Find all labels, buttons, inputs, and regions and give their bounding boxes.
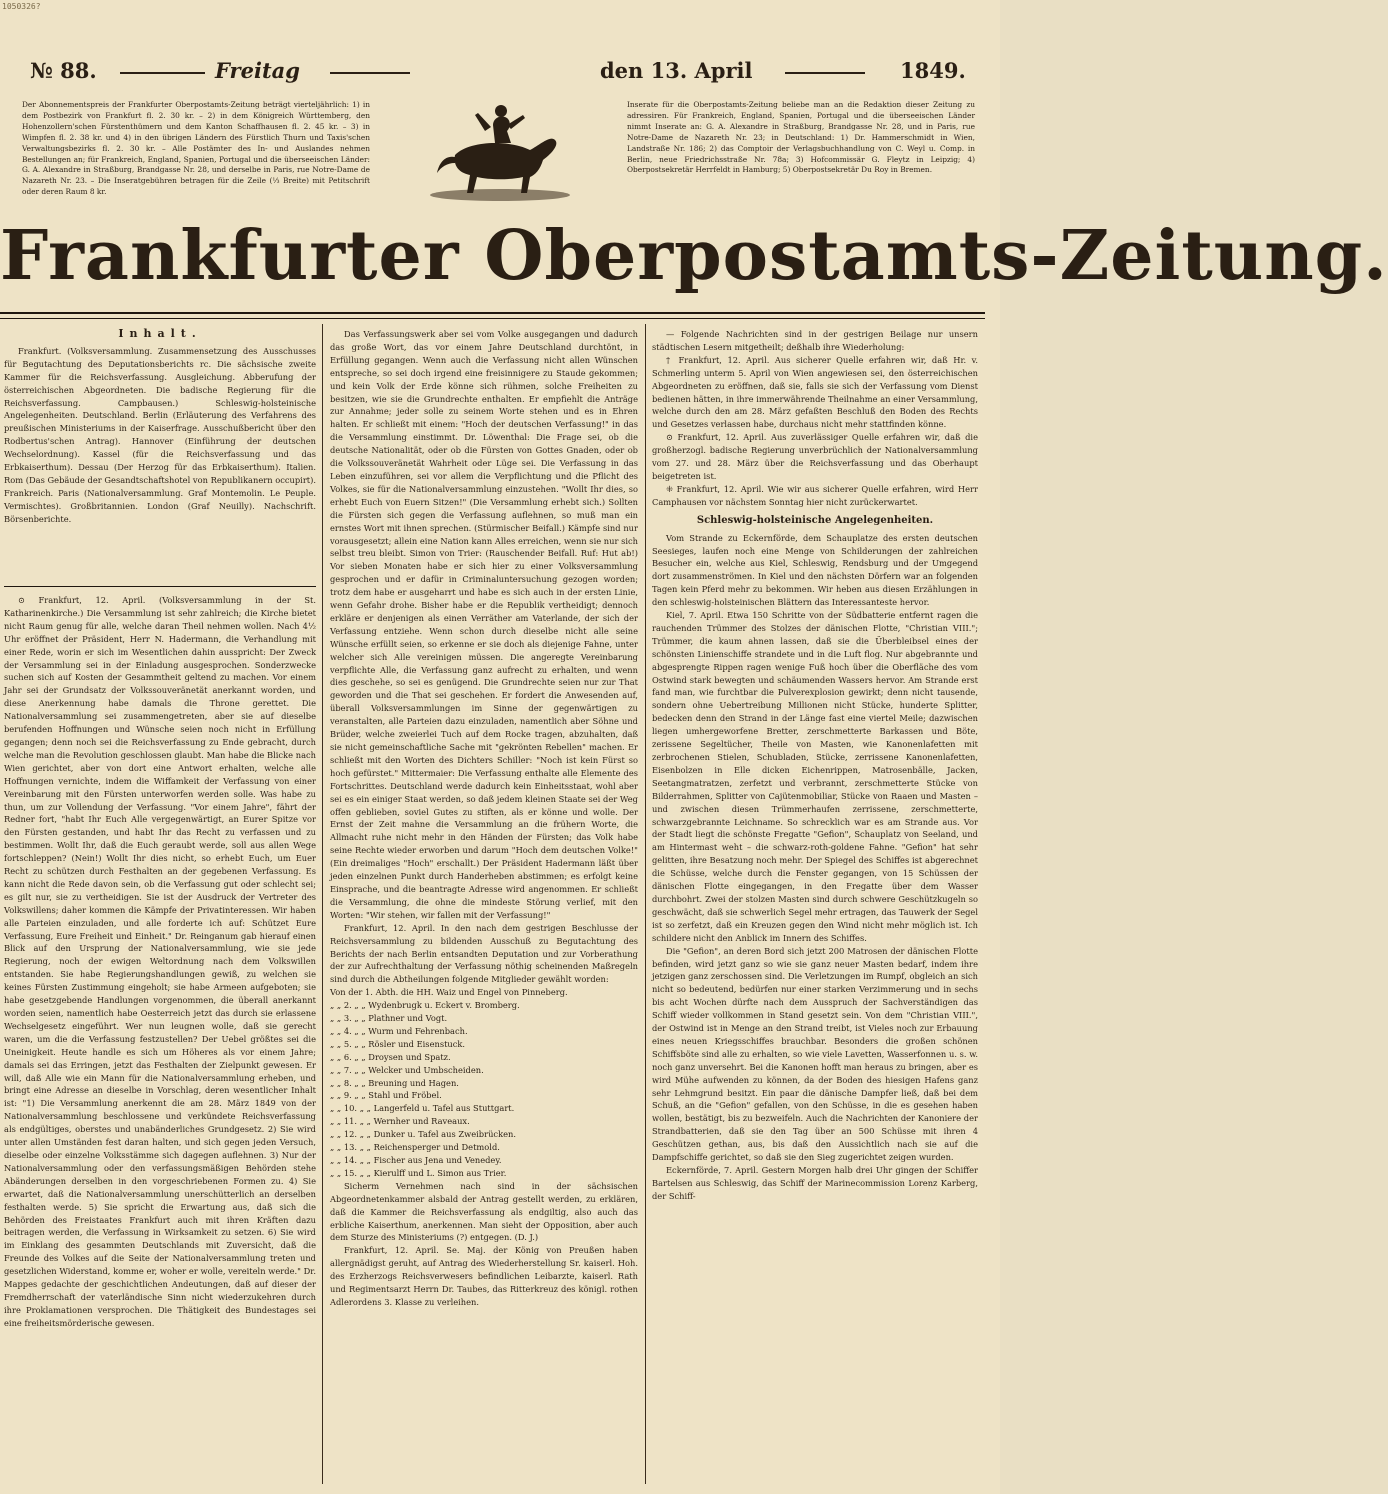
article-kiel: Kiel, 7. April. Etwa 150 Schritte von der Südbatterie entfernt ragen die rauchenden Trümmer des Stolzes der dänischen Flotte, "Christian VIII."; Trümmer, die kaum ahnen lassen, daß sie die Überbleibsel eines der schönsten Linienschiffe strandete und in die Luft flog. Nur abgebrannte und abgesprengte Rippen ragen wenige Fuß hoch über die Oberfläche des vom Ostwind stark bewegten und schäumenden Wassers hervor. Am Strande erst fand man, wie furchtbar die Pulverexplosion gewirkt; denn nicht tausende, sondern ohne Uebertreibung Millionen nicht Stücke, hunderte Splitter, bedecken denn den Strand in der Länge fast eine viertel Meile; dazwischen liegen umhergeworfene Bretter, zerschmetterte Barkassen und Böte, zerissene Segeltücher, Theile von Masten, wie Kanonenlafetten mit zerbrochenen Stielen, Schubladen, Stücke, zerrissene Kanonenlafetten, Eisenbolzen in Elle dicken Eichenrippen, Matrosenbälle, Jacken, Seetangmatratzen, zerfetzt und verbrannt, zerschmetterte Stücke von Bilderrahmen, Splitter von Cajütenmobiliar, Stücke von Raaen und Masten – und zwischen diesen Trümmerhaufen zerrissene, zerschmetterte, schwarzgebrannte Leichname. So schrecklich war es am Strande aus. Vor der Stadt liegt die schönste Fregatte "Gefion", Schauplatz von Seeland, und am Hintermast weht – die schwarz-roth-goldene Fahne. "Gefion" hat sehr gelitten, ihre Besatzung noch mehr. Der Spiegel des Schiffes ist abgerechnet die Schüsse, welche durch die Fenster gegangen, von 15 Schüssen der dänischen Flotte eingegangen, in den Fregatte über dem Wasser durchbohrt. Zwei der stolzen Masten sind durch schwere Geschützkugeln so geschwächt, daß sie schwerlich Segel mehr ertragen, das Tauwerk der Segel ist so zerfetzt, daß ein Kreuzen gegen den Wind nicht mehr möglich ist. Ich schildere nicht den Anblick im Innern des Schiffes. (652, 610, 978, 943)
list-item: „ „ 8. „ „ Breuning und Hagen. (330, 1077, 459, 1088)
issue-number: № 88. (30, 58, 97, 83)
advertising-info: Inserate für die Oberpostamts-Zeitung beliebe man an die Redaktion dieser Zeitung zu adressiren. Für Frankreich, England, Spanien, Portugal und die überseeischen Länder nimmt Inserate an: G. A. Alexandre in Straßburg, Brandgasse Nr. 28, und in Paris, rue Notre-Dame de Nazareth Nr. 23; in Deutschland: 1) Dr. Hammerschmidt in Wien, Landstraße Nr. 186; 2) das Comptoir der Verlagsbuchhandlung von C. Weyl u. Comp. in Berlin, neue Friedrichsstraße Nr. 78a; 3) Hofcommissär G. Fleytz in Leipzig; 4) Oberpostsekretär Herrfeldt in Hamburg; 5) Oberpostsekretär Du Roy in Bremen. (627, 100, 975, 175)
issue-year: 1849. (900, 58, 966, 83)
list-item: „ „ 13. „ „ Reichensperger und Detmold. (330, 1142, 500, 1153)
contents-box (4, 328, 316, 580)
column-separator (645, 324, 646, 1484)
list-item: „ „ 15. „ „ Kierulff und L. Simon aus Trier. (330, 1167, 507, 1178)
article-committee-intro: Frankfurt, 12. April. In den nach dem gestrigen Beschlusse der Reichsversammlung zu bildenden Ausschuß zu Begutachtung des Berichts der nach Berlin entsandten Deputation und zur Vorberathung der zur Aufrechthaltung der Verfassung nöthig scheinenden Maßregeln sind durch die Abtheilungen folgende Mitglieder gewählt worden: (330, 922, 638, 985)
list-item: „ „ 10. „ „ Langerfeld u. Tafel aus Stuttgart. (330, 1103, 515, 1114)
subscription-info: Der Abonnementspreis der Frankfurter Oberpostamts-Zeitung beträgt vierteljährlich: 1) in dem Postbezirk von Frankfurt fl. 2. 30 kr. – 2) in dem Königreich Württemberg, den Hohenzollern'schen Fürstenthümern und dem Kanton Schaffhausen fl. 2. 45 kr. – 3) in Wimpfen fl. 2. 38 kr. und 4) in den übrigen Ländern des Fürstlich Thurn und Taxis'schen Verwaltungsbezirks fl. 2. 30 kr. – Alle Postämter des In- und Auslandes nehmen Bestellungen an; für Frankreich, England, Spanien, Portugal und die überseeischen Länder: G. A. Alexandre in Straßburg, Brandgasse Nr. 28, und derselbe in Paris, rue Notre-Dame de Nazareth Nr. 23. – Die Inseratgebühren betragen für die Zeile (⅓ Breite) mit Petitschrift oder deren Raum 8 kr. (22, 100, 370, 197)
masthead-title: Frankfurter Oberpostamts-Zeitung. (0, 216, 1388, 296)
article-saxon-chamber: Sicherm Vernehmen nach sind in der sächsischen Abgeordnetenkammer alsbald der Antrag gestellt werden, zu erklären, daß die Kammer die Reichsverfassung als endgiltig, also auch das erbliche Kaiserthum, anerkennen. Man sieht der Opposition, aber auch dem Sturze des Ministeriums (?) entgegen. (D. J.) (330, 1180, 638, 1243)
masthead-rule-thin (0, 318, 985, 319)
column-2 (330, 328, 638, 1484)
masthead-rule (0, 312, 985, 314)
news-item: † Frankfurt, 12. April. Aus sicherer Quelle erfahren wir, daß Hr. v. Schmerling unterm 5. April von Wien angewiesen sei, den österreichischen Abgeordneten zu eröffnen, daß sie, falls sie sich der Verfassung vom Dienst bedienen hätten, in ihre immerwährende Theilnahme an einer Versammlung, welche durch den am 28. März gefaßten Beschluß den Boden des Rechts und Gesetzes verlassen habe, durchaus nicht mehr stattfinden könne. (652, 354, 978, 430)
list-item: „ „ 5. „ „ Rösler und Eisenstuck. (330, 1038, 466, 1049)
issue-date: den 13. April (600, 58, 753, 83)
article-volksversammlung: ⊙ Frankfurt, 12. April. (Volksversammlung in der St. Katharinenkirche.) Die Versammlung ist sehr zahlreich; die Kirche bietet nicht Raum genug für alle, welche daran Theil nehmen wollen. Nach 4½ Uhr eröffnet der Präsident, Herr N. Hadermann, die Verhandlung mit einer Rede, worin er sich im Wesentlichen dahin ausspricht: Der Zweck der Versammlung sei in der Einladung ausgesprochen. Sonderzwecke suchen sich auf Kosten der Gesammtheit geltend zu machen. Vor einem Jahr sei der Grundsatz der Volkssouveränetät anerkannt worden, und diese Anerkennung habe damals die Throne gerettet. Die Nationalversammlung sei zusammengetreten, aber sie auf dieselbe berufenden Hoffnungen und Wünsche seien noch nicht in Erfüllung gegangen; denn noch sei die Reichsverfassung zu Ende gebracht, durch welche man die Revolution geschlossen glaubt. Man habe die Blicke nach Wien gerichtet, aber von dort eine Antwort erhalten, welche alle Hoffnungen vernichte, indem die Wiffamkeit der Verfassung von einer Vereinbarung mit den Fürsten unterworfen werden solle. Was habe zu thun, um zur Vollendung der Verfassung. "Vor einem Jahre", fährt der Redner fort, "habt Ihr Euch Alle vergegenwärtigt, an Eurer Spitze vor den Fürsten gestanden, und habt Ihr das Recht zu verfassen und zu bestimmen. Wollt Ihr, daß die Euch geraubt werde, soll aus allen Wege fortschleppen? (Nein!) Wollt Ihr dies nicht, so erhebt Euch, um Euer Recht zu schützen durch Festhalten an der gegebenen Verfassung. Es kann nicht die Rede davon sein, ob die Verfassung gut oder schlecht sei; es gilt nur, sie zu vertheidigen. Sie ist der Ausdruck der Vertreter des Volkswillens; daher kommen die Kämpfe der Privatinteressen. Wir haben alle Parteien einzuladen, und alle forderte ich auf: Schützet Eure Verfassung, Eure Freiheit und Einheit." Dr. Reinganum gab hierauf einen Blick auf den Ursprung der Nationalversammlung, wie sie jede Regierung, noch der ewigen Weltordnung nach dem Volkswillen entstanden. Sie habe Regierungshandlungen gewiß, zu welchen sie keines Fürsten Zustimmung eingeholt; sie habe Armeen aufgeboten; sie habe gesetzgebende Handlungen vorgenommen, die überall anerkannt worden seien, namentlich habe Oesterreich jetzt das durch sie erlassene Wechselgesetz eingeführt. Wer nun leugnen wolle, daß sie gerecht waren, um die die Verfassung festzustellen? Der Uebel größtes sei die Uneinigkeit. Heute handle es sich um Höheres als vor einem Jahre; damals sei das Erringen, jetzt das Festhalten der Zielpunkt gewesen. Er will, daß Alle wie ein Mann für die Nationalversammlung erheben, und bringt eine Adresse an dieselbe in Vorschlag, deren wesentlicher Inhalt ist: "1) Die Versammlung anerkennt die am 28. März 1849 von der Nationalversammlung beschlossene und verkündete Reichsverfassung als endgültiges, oberstes und unabänderliches Grundgesetz. 2) Sie wird unter allen Umständen fest daran halten, und sich gegen jeden Versuch, dieselbe oder einzelne Volksstämme sich dagegen auflehnen. 3) Nur der Nationalversammlung oder den verfassungsmäßigen Behörden stehe Abänderungen derselben in den vorgeschriebenen Formen zu. 4) Sie erwartet, daß die Nationalversammlung unerschütterlich an derselben festhalten werde. 5) Sie spricht die Erwartung aus, daß sich die Behörden des Freistaates Frankfurt auch mit ihren Kräften dazu beitragen werden, die Verfassung in Wirksamkeit zu setzen. 6) Sie wird im Einklang des gesammten Deutschlands mit Zuversicht, daß die Freunde des Volkes auf die Seite der Nationalversammlung treten und gesetzlichen Widerstand, komme er, woher er wolle, vereiteln werde." Dr. Mappes gedachte der geschichtlichen Andeutungen, daß auf dieser der Fremdherrschaft der vaterländische Sinn nicht wiederzukehren durch ihre Proklamationen versprochen. Die Thätigkeit des Bundestages sei eine freiheitsmörderische gewesen. (4, 595, 316, 1328)
list-item: Von der 1. Abth. die HH. Waiz und Engel von Pinneberg. (330, 987, 568, 998)
header-dash (120, 72, 205, 74)
contents-text: Frankfurt. (Volksversammlung. Zusammensetzung des Ausschusses für Begutachtung des Deputationsberichts rc. Die sächsische zweite Kammer für die Reichsverfassung. Ausgleichung. Abberufung der österreichischen Abgeordneten. Die badische Regierung für die Reichsverfassung. Campbausen.) Schleswig-holsteinische Angelegenheiten. Deutschland. Berlin (Erläuterung des Verfahrens des preußischen Ministeriums in der Kaiserfrage. Ausschußbericht über den Rodbertus'schen Antrag). Hannover (Einführung der deutschen Wechselordnung). Kassel (für die Reichsverfassung und das Erbkaiserthum). Dessau (Der Herzog für das Erbkaiserthum). Italien. Rom (Das Gebäude der Gesandtschaftshotel von Republikanern occupirt). Frankreich. Paris (Nationalversammlung. Graf Montemolin. Le Peuple. Vermischtes). Großbritannien. London (Graf Neuilly). Nachschrift. Börsenberichte. (4, 345, 316, 524)
column-1-article (4, 594, 316, 1484)
header-dash (785, 72, 865, 74)
list-item: „ „ 2. „ „ Wydenbrugk u. Eckert v. Bromberg. (330, 1000, 520, 1011)
article-eckernfoerde-intro: Vom Strande zu Eckernförde, dem Schauplatze des ersten deutschen Seesieges, laufen noch eine Menge von Schilderungen der zahlreichen Besucher ein, welche aus Kiel, Schleswig, Rendsburg und der Umgegend dort zusammenströmen. In Kiel und den nächsten Dörfern war an folgenden Tagen kein Pferd mehr zu bekommen. Wir heben aus diesen Erzählungen in den schleswig-holsteinischen Blättern das Interessanteste hervor. (652, 532, 978, 608)
article-order-award: Frankfurt, 12. April. Se. Maj. der König von Preußen haben allergnädigst geruht, auf Antrag des Wiederherstellung Sr. kaiserl. Hoh. des Erzherzogs Reichsverwesers befindlichen Leibarzte, kaiserl. Rath und Regimentsarzt Herrn Dr. Taubes, das Ritterkreuz des königl. rothen Adlerordens 3. Klasse zu verleihen. (330, 1245, 638, 1307)
article-eckernfoerde: Eckernförde, 7. April. Gestern Morgen halb drei Uhr gingen der Schiffer Bartelsen aus Schleswig, das Schiff der Marinecommission Lorenz Karberg, der Schiff- (652, 1165, 978, 1201)
contents-rule (4, 586, 316, 587)
contents-title: Inhalt. (118, 327, 202, 340)
archive-id: 1050326? (2, 2, 41, 11)
header-dash (330, 72, 410, 74)
section-title-schleswig-holstein: Schleswig-holsteinische Angelegenheiten. (696, 514, 934, 526)
list-item: „ „ 3. „ „ Plathner und Vogt. (330, 1013, 448, 1024)
issue-header (10, 58, 980, 88)
postal-rider-emblem (415, 95, 585, 205)
article-gefion: Die "Gefion", an deren Bord sich jetzt 200 Matrosen der dänischen Flotte befinden, wird jetzt ganz so wie sie ganz neuer Masten bedarf, indem ihre jetzigen ganz zerschossen sind. Die Verletzungen im Rumpf, obgleich an sich nicht so bedeutend, bedürfen nur einer starken Verzimmerung und in sechs bis acht Wochen dürfte nach dem Ausspruch der Sachverständigen das Schiff wieder vollkommen in Stand gesetzt sein. Von dem "Christian VIII.", der Ostwind ist in Menge an den Strand treibt, ist Vieles noch zur Erbauung eines neuen Kriegsschiffes brauchbar. Besonders die großen schönen Schiffsböte sind alle zu erhalten, so wie viele Lavetten, Wasserfonnen u. s. w. noch ganz unversehrt. Bei die Kanonen hofft man heraus zu bringen, aber es wird Mühe aufwenden zu können, da der Boden des hiesigen Hafens ganz sehr Lehmgrund besitzt. Ein paar die dänische Dampfer ließ, daß bei dem Schuß, an die "Gefion" gefallen, von den Schüsse, in die es gesehen haben wollen, bestätigt, bis zu bezweifeln. Auch die Nachrichten der Kanoniere der Strandbatterien, daß sie den Tag über an 500 Schüsse mit ihren 4 Geschützen gethan, aus, bis daß den Aussichtlich nach sie auf die Dampfschiffe gerichtet, so daß sie den Sieg zugerichtet zeigen wurden. (652, 945, 978, 1163)
column-separator (322, 324, 323, 1484)
news-item: ⁜ Frankfurt, 12. April. Wie wir aus sicherer Quelle erfahren, wird Herr Camphausen vor nächstem Sonntag hier nicht zurückerwartet. (652, 483, 978, 507)
list-item: „ „ 7. „ „ Welcker und Umbscheiden. (330, 1064, 484, 1075)
list-item: „ „ 4. „ „ Wurm und Fehrenbach. (330, 1025, 468, 1036)
column-3 (652, 328, 978, 1484)
list-item: „ „ 11. „ „ Wernher und Raveaux. (330, 1116, 470, 1127)
list-item: „ „ 12. „ „ Dunker u. Tafel aus Zweibrücken. (330, 1129, 516, 1140)
article-continuation: Das Verfassungswerk aber sei vom Volke ausgegangen und dadurch das große Wort, das vor einem Jahre Deutschland durchtönt, in Erfüllung gegangen. Wenn auch die Verfassung nicht allen Wünschen entspreche, so sei doch irgend eine freisinnigere zu Staude gekommen; und kein Volk der Erde könne sich rühmen, solche Freiheiten zu besitzen, wie sie die Grundrechte enthalten. Er empfiehlt die Anträge zur Annahme; jeder solle zu seinem Worte stehen und es in Ehren halten. Er schließt mit einem: "Hoch der deutschen Verfassung!" in das die Versammlung einstimmt. Dr. Löwenthal: Die Frage sei, ob die deutsche Nationalität, oder ob die Fürsten von Gottes Gnaden, oder ob die Volkssouveränetät Wahrheit oder Lüge sei. Die Verfassung in das Leben einzuführen, sei vor allem die Verpflichtung und die Pflicht des Volkes, sie für die Nationalversammlung einzustehen. "Wollt Ihr dies, so erhebt Euch von Euern Sitzen!" (Die Versammlung erhebt sich.) Sollten die Fürsten sich gegen die Verfassung auflehnen, so muß man ein ernstes Wort mit ihnen sprechen. (Stürmischer Beifall.) Kämpfe sind nur vorausgesetzt; allein eine Nation kann Alles erreichen, wenn sie nur sich selbst treu bleibt. Simon von Trier: (Rauschender Beifall. Ruf: Hut ab!) Vor sieben Monaten habe er sich hier zu einer Volksversammlung gesprochen und er dafür in Criminaluntersuchung gezogen worden; trotz dem habe er ausgeharrt und habe es sich auch in der ersten Linie, wenn Gefahr drohe. Bisher habe er die Republik vertheidigt; dennoch erkläre er denjenigen als einen Verräther am Vaterlande, der sich der Verfassung entziehe. Wenn schon durch dieselbe nicht alle seine Wünsche erfüllt seien, so erkenne er sie doch als diejenige Fahne, unter welcher sich Alle vereinigen müssen. Die angeregte Vereinbarung verpflichte Alle, die Verfassung ganz aufrecht zu erhalten, und wenn dies geschehe, so sei es genügend. Die Grundrechte seien nur zur That geworden und die That sei geschehen. Er fordert die Anwesenden auf, überall Volksversammlungen im Sinne der gegenwärtigen zu veranstalten, alle Parteien dazu einzuladen, namentlich aber Söhne und Brüder, welche zweierlei Tuch auf dem Rocke tragen, abzuhalten, daß sie nicht gemeinschaftliche Sache mit "gekrönten Rebellen" machen. Er schließt mit den Worten des Dichters Schiller: "Noch ist kein Fürst so hoch gefürstet." Mittermaier: Die Verfassung enthalte alle Elemente des Fortschrittes. Deutschland werde dadurch kein Einheitsstaat, wohl aber sei es ein einiger Staat werden, so daß jedem kleinen Staate sei der Weg offen geblieben, soviel Gutes zu stiften, als er könne und wolle. Der Ernst der Zeit mahne die Versammlung an die frühern Worte, die Allmacht ruhe nicht mehr in den Händen der Fürsten; das Volk habe seine Rechte wieder erworben und darum "Hoch dem deutschen Volke!" (Ein dreimaliges "Hoch" erschallt.) Der Präsident Hadermann läßt über jeden einzelnen Punkt durch Handerheben abstimmen; es erfolgt keine Einsprache, und die beantragte Adresse wird angenommen. Er schließt die Versammlung, die ohne die mindeste Störung verlief, mit den Worten: "Wir stehen, wir fallen mit der Verfassung!" (330, 329, 638, 920)
list-item: „ „ 14. „ „ Fischer aus Jena und Venedey. (330, 1155, 502, 1165)
issue-weekday: Freitag (215, 58, 300, 83)
news-item: ⊙ Frankfurt, 12. April. Aus zuverlässiger Quelle erfahren wir, daß die großherzogl. badische Regierung unverbrüchlich der Nationalversammlung vom 27. und 28. März über die Reichsverfassung und das Oberhaupt beigetreten ist. (652, 432, 978, 481)
supplement-notice: — Folgende Nachrichten sind in der gestrigen Beilage nur unsern städtischen Lesern mitgetheilt; deßhalb ihre Wiederholung: (652, 329, 978, 352)
list-item: „ „ 6. „ „ Droysen und Spatz. (330, 1051, 451, 1062)
list-item: „ „ 9. „ „ Stahl und Fröbel. (330, 1090, 442, 1101)
committee-members-list (330, 986, 638, 1180)
